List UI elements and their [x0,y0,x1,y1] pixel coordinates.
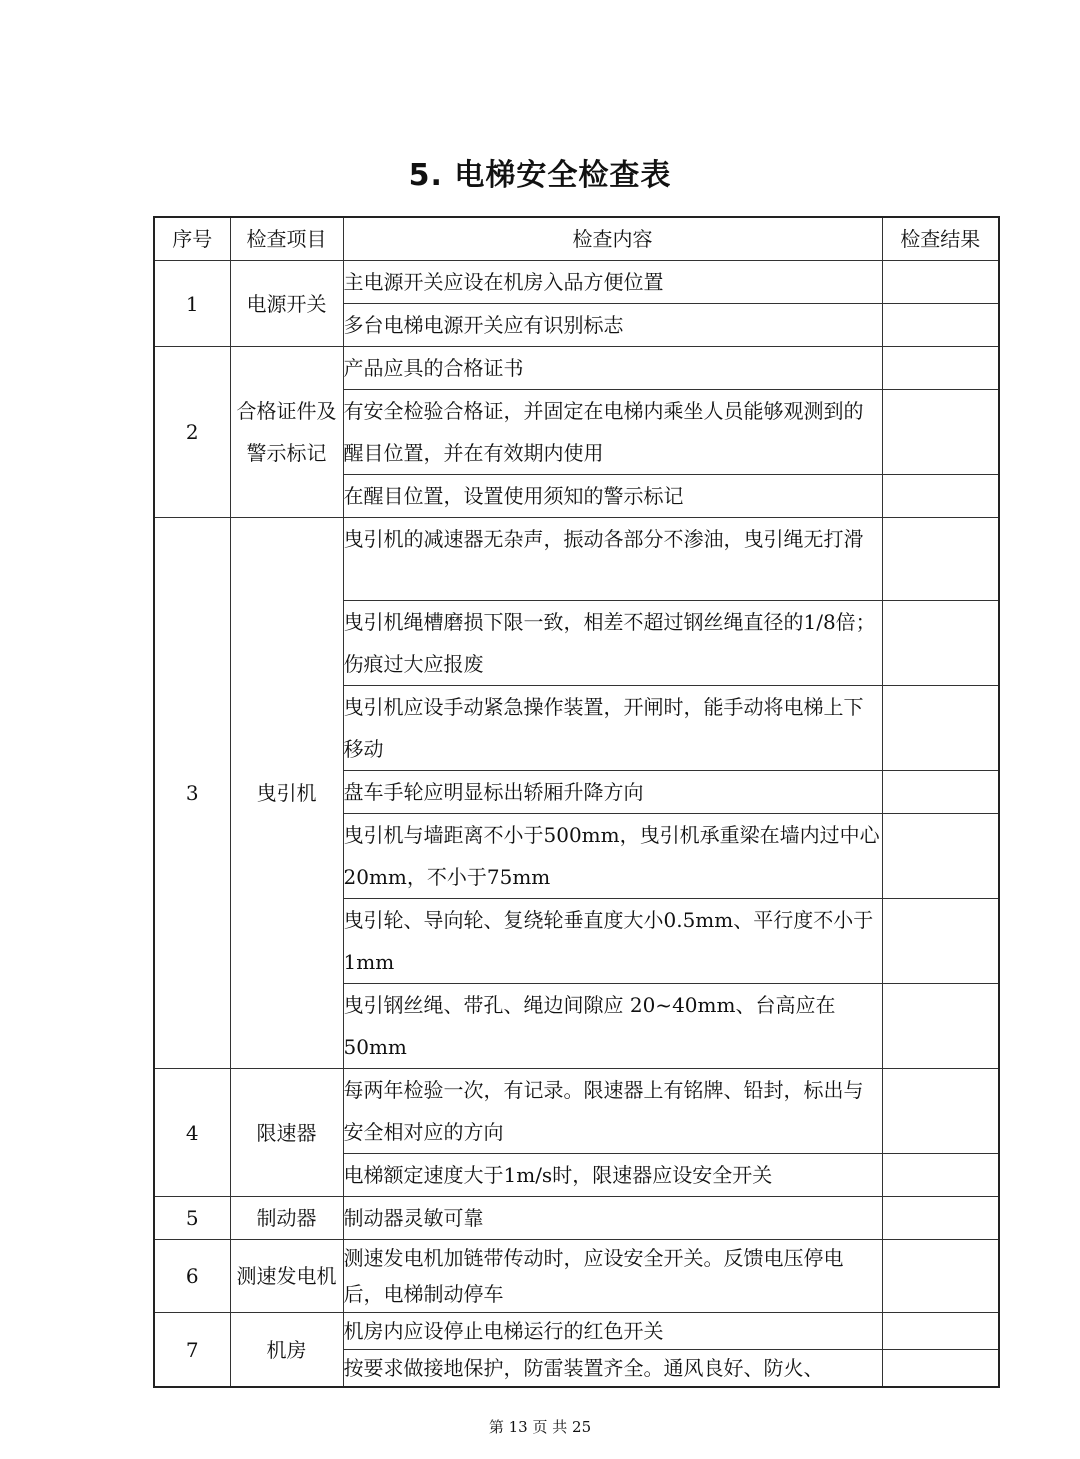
result-cell[interactable] [882,1154,999,1197]
row-item: 测速发电机 [230,1240,343,1313]
result-cell[interactable] [882,1240,999,1313]
result-cell[interactable] [882,771,999,814]
result-cell[interactable] [882,475,999,518]
row-content: 在醒目位置，设置使用须知的警示标记 [343,475,882,518]
header-item: 检查项目 [230,217,343,261]
row-seq: 4 [154,1069,230,1197]
row-item: 制动器 [230,1197,343,1240]
result-cell[interactable] [882,1069,999,1154]
result-cell[interactable] [882,984,999,1069]
table-row [154,1197,999,1240]
row-item: 电源开关 [230,261,343,347]
page-title: 5. 电梯安全检查表 [408,158,672,193]
row-content: 多台电梯电源开关应有识别标志 [343,304,882,347]
result-cell[interactable] [882,814,999,899]
table-row [154,347,999,390]
row-content: 每两年检验一次，有记录。限速器上有铭牌、铅封，标出与安全相对应的方向 [343,1069,882,1154]
table-row [154,1313,999,1350]
row-seq: 2 [154,347,230,518]
result-cell[interactable] [882,304,999,347]
result-cell[interactable] [882,601,999,686]
row-content: 曳引钢丝绳、带孔、绳边间隙应 20~40mm、台高应在50mm [343,984,882,1069]
row-content: 产品应具的合格证书 [343,347,882,390]
row-content: 曳引机绳槽磨损下限一致，相差不超过钢丝绳直径的1/8倍；伤痕过大应报废 [343,601,882,686]
row-content: 曳引机的减速器无杂声，振动各部分不渗油，曳引绳无打滑 [343,518,882,601]
elevator-safety-checklist-table [153,216,1000,1388]
row-item: 合格证件及警示标记 [230,347,343,518]
result-cell[interactable] [882,686,999,771]
table-row [154,1069,999,1154]
row-content: 曳引轮、导向轮、复绕轮垂直度大小0.5mm、平行度不小于1mm [343,899,882,984]
row-content: 制动器灵敏可靠 [343,1197,882,1240]
row-content: 电梯额定速度大于1m/s时，限速器应设安全开关 [343,1154,882,1197]
row-seq: 3 [154,518,230,1069]
result-cell[interactable] [882,899,999,984]
table-row [154,261,999,304]
row-item: 限速器 [230,1069,343,1197]
result-cell[interactable] [882,347,999,390]
row-seq: 7 [154,1313,230,1388]
row-content: 主电源开关应设在机房入品方便位置 [343,261,882,304]
header-seq: 序号 [154,217,230,261]
row-content: 测速发电机加链带传动时，应设安全开关。反馈电压停电后，电梯制动停车 [343,1240,882,1313]
row-content: 机房内应设停止电梯运行的红色开关 [343,1313,882,1350]
row-content: 曳引机应设手动紧急操作装置，开闸时，能手动将电梯上下移动 [343,686,882,771]
table-header-row [154,217,999,261]
row-seq: 6 [154,1240,230,1313]
result-cell[interactable] [882,390,999,475]
row-seq: 1 [154,261,230,347]
row-content: 有安全检验合格证，并固定在电梯内乘坐人员能够观测到的醒目位置，并在有效期内使用 [343,390,882,475]
result-cell[interactable] [882,261,999,304]
row-item: 机房 [230,1313,343,1388]
row-content: 盘车手轮应明显标出轿厢升降方向 [343,771,882,814]
row-item: 曳引机 [230,518,343,1069]
table-row [154,1240,999,1313]
header-result: 检查结果 [882,217,999,261]
result-cell[interactable] [882,1350,999,1388]
page-footer: 第 13 页 共 25 [488,1418,592,1436]
header-content: 检查内容 [343,217,882,261]
result-cell[interactable] [882,1197,999,1240]
row-content: 按要求做接地保护，防雷装置齐全。通风良好、防火、 [343,1350,882,1388]
row-seq: 5 [154,1197,230,1240]
table-row [154,518,999,601]
result-cell[interactable] [882,1313,999,1350]
result-cell[interactable] [882,518,999,601]
row-content: 曳引机与墙距离不小于500mm，曳引机承重梁在墙内过中心20mm，不小于75mm [343,814,882,899]
